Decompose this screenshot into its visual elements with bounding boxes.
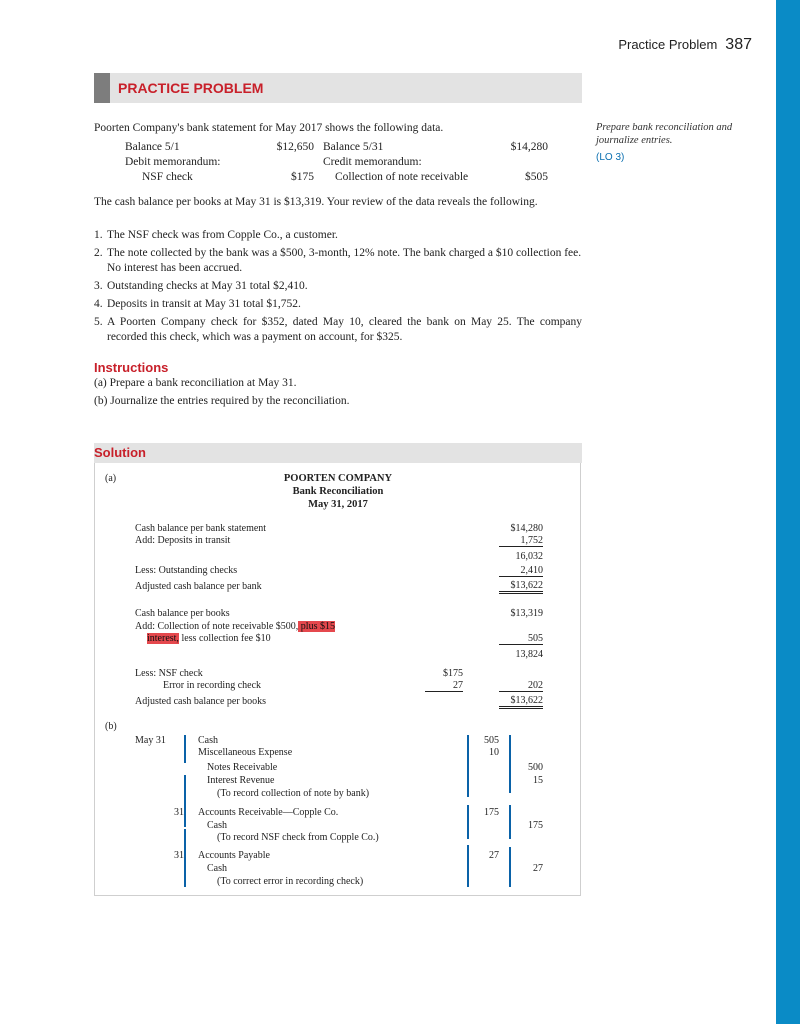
practice-problem-banner <box>94 73 582 103</box>
journal-rule <box>184 829 186 887</box>
instruction-a: (a) Prepare a bank reconciliation at May 31. <box>94 377 297 389</box>
journal-rule <box>509 735 511 793</box>
collection-label: Collection of note receivable <box>335 171 469 183</box>
journal-entries <box>95 735 580 890</box>
rec-amount: 1,752 <box>499 535 543 547</box>
account: Cash <box>207 863 227 874</box>
debit-memo-label: Debit memorandum: <box>125 156 221 168</box>
rec-amount: 2,410 <box>499 565 543 577</box>
adjusted-book-balance: $13,622 <box>499 695 543 709</box>
account: Notes Receivable <box>207 762 278 773</box>
collection-amount: $505 <box>525 171 548 183</box>
rec-subtotal: 16,032 <box>515 551 543 562</box>
journal-rule <box>184 775 186 827</box>
debit: 175 <box>484 807 499 818</box>
list-item: 4. Deposits in transit at May 31 total $1,752. <box>94 298 301 310</box>
account: Cash <box>198 735 218 746</box>
journal-rule <box>467 845 469 887</box>
highlight: interest, <box>147 633 179 644</box>
learning-objective: (LO 3) <box>596 152 625 163</box>
intro-text: Poorten Company's bank statement for May 2017 shows the following data. <box>94 122 444 134</box>
solution-heading: Solution <box>94 445 146 460</box>
part-a-label: (a) <box>105 473 117 484</box>
nsf-label: NSF check <box>142 171 193 183</box>
rec-label-collection: Add: Collection of note receivable $500, plus $15 <box>135 621 335 632</box>
credit-memo-label: Credit memorandum: <box>323 156 422 168</box>
banner-tab <box>94 73 110 103</box>
journal-rule <box>509 847 511 887</box>
entry-date: 31 <box>174 807 184 818</box>
instructions-heading: Instructions <box>94 360 169 375</box>
balance-5-31-label: Balance 5/31 <box>323 141 384 153</box>
credit: 175 <box>528 820 543 831</box>
note-text: Prepare bank reconciliation and journalize entries. <box>596 122 733 146</box>
account: Interest Revenue <box>207 775 275 786</box>
rec-label-collection-cont: interest, less collection fee $10 <box>147 633 271 644</box>
rec-label: Adjusted cash balance per books <box>135 696 267 707</box>
entry-date: 31 <box>174 850 184 861</box>
rec-label: Adjusted cash balance per bank <box>135 581 262 592</box>
list-item: 3. Outstanding checks at May 31 total $2,410. <box>94 280 308 292</box>
journal-rule <box>184 735 186 763</box>
report-date: May 31, 2017 <box>308 499 368 510</box>
banner-title: PRACTICE PROBLEM <box>118 80 264 96</box>
rec-amount: 202 <box>499 680 543 692</box>
balance-5-1: $12,650 <box>276 141 314 153</box>
company-name: POORTEN COMPANY <box>283 473 393 484</box>
journal-rule <box>509 805 511 839</box>
explanation: (To record collection of note by bank) <box>217 788 370 799</box>
solution-box <box>94 463 581 896</box>
nsf-amount: $175 <box>291 171 314 183</box>
account: Miscellaneous Expense <box>198 747 293 758</box>
debit: 505 <box>484 735 499 746</box>
credit: 500 <box>528 762 543 773</box>
explanation: (To record NSF check from Copple Co.) <box>217 832 379 843</box>
bank-reconciliation <box>135 523 555 763</box>
balance-5-1-label: Balance 5/1 <box>125 141 180 153</box>
rec-label: Cash balance per books <box>135 608 230 619</box>
report-title: Bank Reconciliation <box>292 486 384 497</box>
page-number: 387 <box>725 36 752 53</box>
rec-label: Error in recording check <box>163 680 262 691</box>
list-item: 1. The NSF check was from Copple Co., a customer. <box>94 229 338 241</box>
highlight: plus $15 <box>298 621 335 632</box>
account: Accounts Receivable—Copple Co. <box>198 807 339 818</box>
facts-list <box>94 228 582 348</box>
credit: 15 <box>533 775 543 786</box>
explanation: (To correct error in recording check) <box>217 876 364 887</box>
solution-banner <box>94 443 582 463</box>
rec-label: Cash balance per bank statement <box>135 523 267 534</box>
rec-subtotal: 13,824 <box>515 649 543 660</box>
rec-amount: 27 <box>425 680 463 692</box>
rec-amount: $14,280 <box>510 523 543 534</box>
statement-data <box>112 140 552 188</box>
entry-date: May 31 <box>135 735 166 746</box>
rec-amount: $13,319 <box>510 608 543 619</box>
rec-label: Less: Outstanding checks <box>135 565 238 576</box>
page-edge-bar <box>776 0 800 1024</box>
balance-5-31: $14,280 <box>510 141 548 153</box>
books-text: The cash balance per books at May 31 is $13,319. Your review of the data reveals the following. <box>94 196 538 208</box>
part-b-label: (b) <box>105 721 117 732</box>
debit: 27 <box>489 850 499 861</box>
section-title: Practice Problem <box>618 37 718 52</box>
credit: 27 <box>533 863 543 874</box>
adjusted-bank-balance: $13,622 <box>499 580 543 594</box>
rec-amount: 505 <box>499 633 543 645</box>
rec-amount: $175 <box>443 668 463 679</box>
rec-label: Add: Deposits in transit <box>135 535 231 546</box>
instruction-b: (b) Journalize the entries required by the reconciliation. <box>94 395 350 407</box>
running-head <box>618 36 752 54</box>
rec-label: Less: NSF check <box>135 668 203 679</box>
list-item: 5. A Poorten Company check for $352, dated May 10, cleared the bank on May 25. The company recorded this check, which was a payment on account, for $325. <box>94 316 582 343</box>
list-item: 2. The note collected by the bank was a $500, 3-month, 12% note. The bank charged a $10 collection fee. No interest has been accrued. <box>94 247 582 274</box>
account: Cash <box>207 820 227 831</box>
account: Accounts Payable <box>198 850 270 861</box>
journal-rule <box>467 735 469 797</box>
debit: 10 <box>489 747 499 758</box>
sidebar-note <box>596 121 746 164</box>
journal-rule <box>467 805 469 839</box>
